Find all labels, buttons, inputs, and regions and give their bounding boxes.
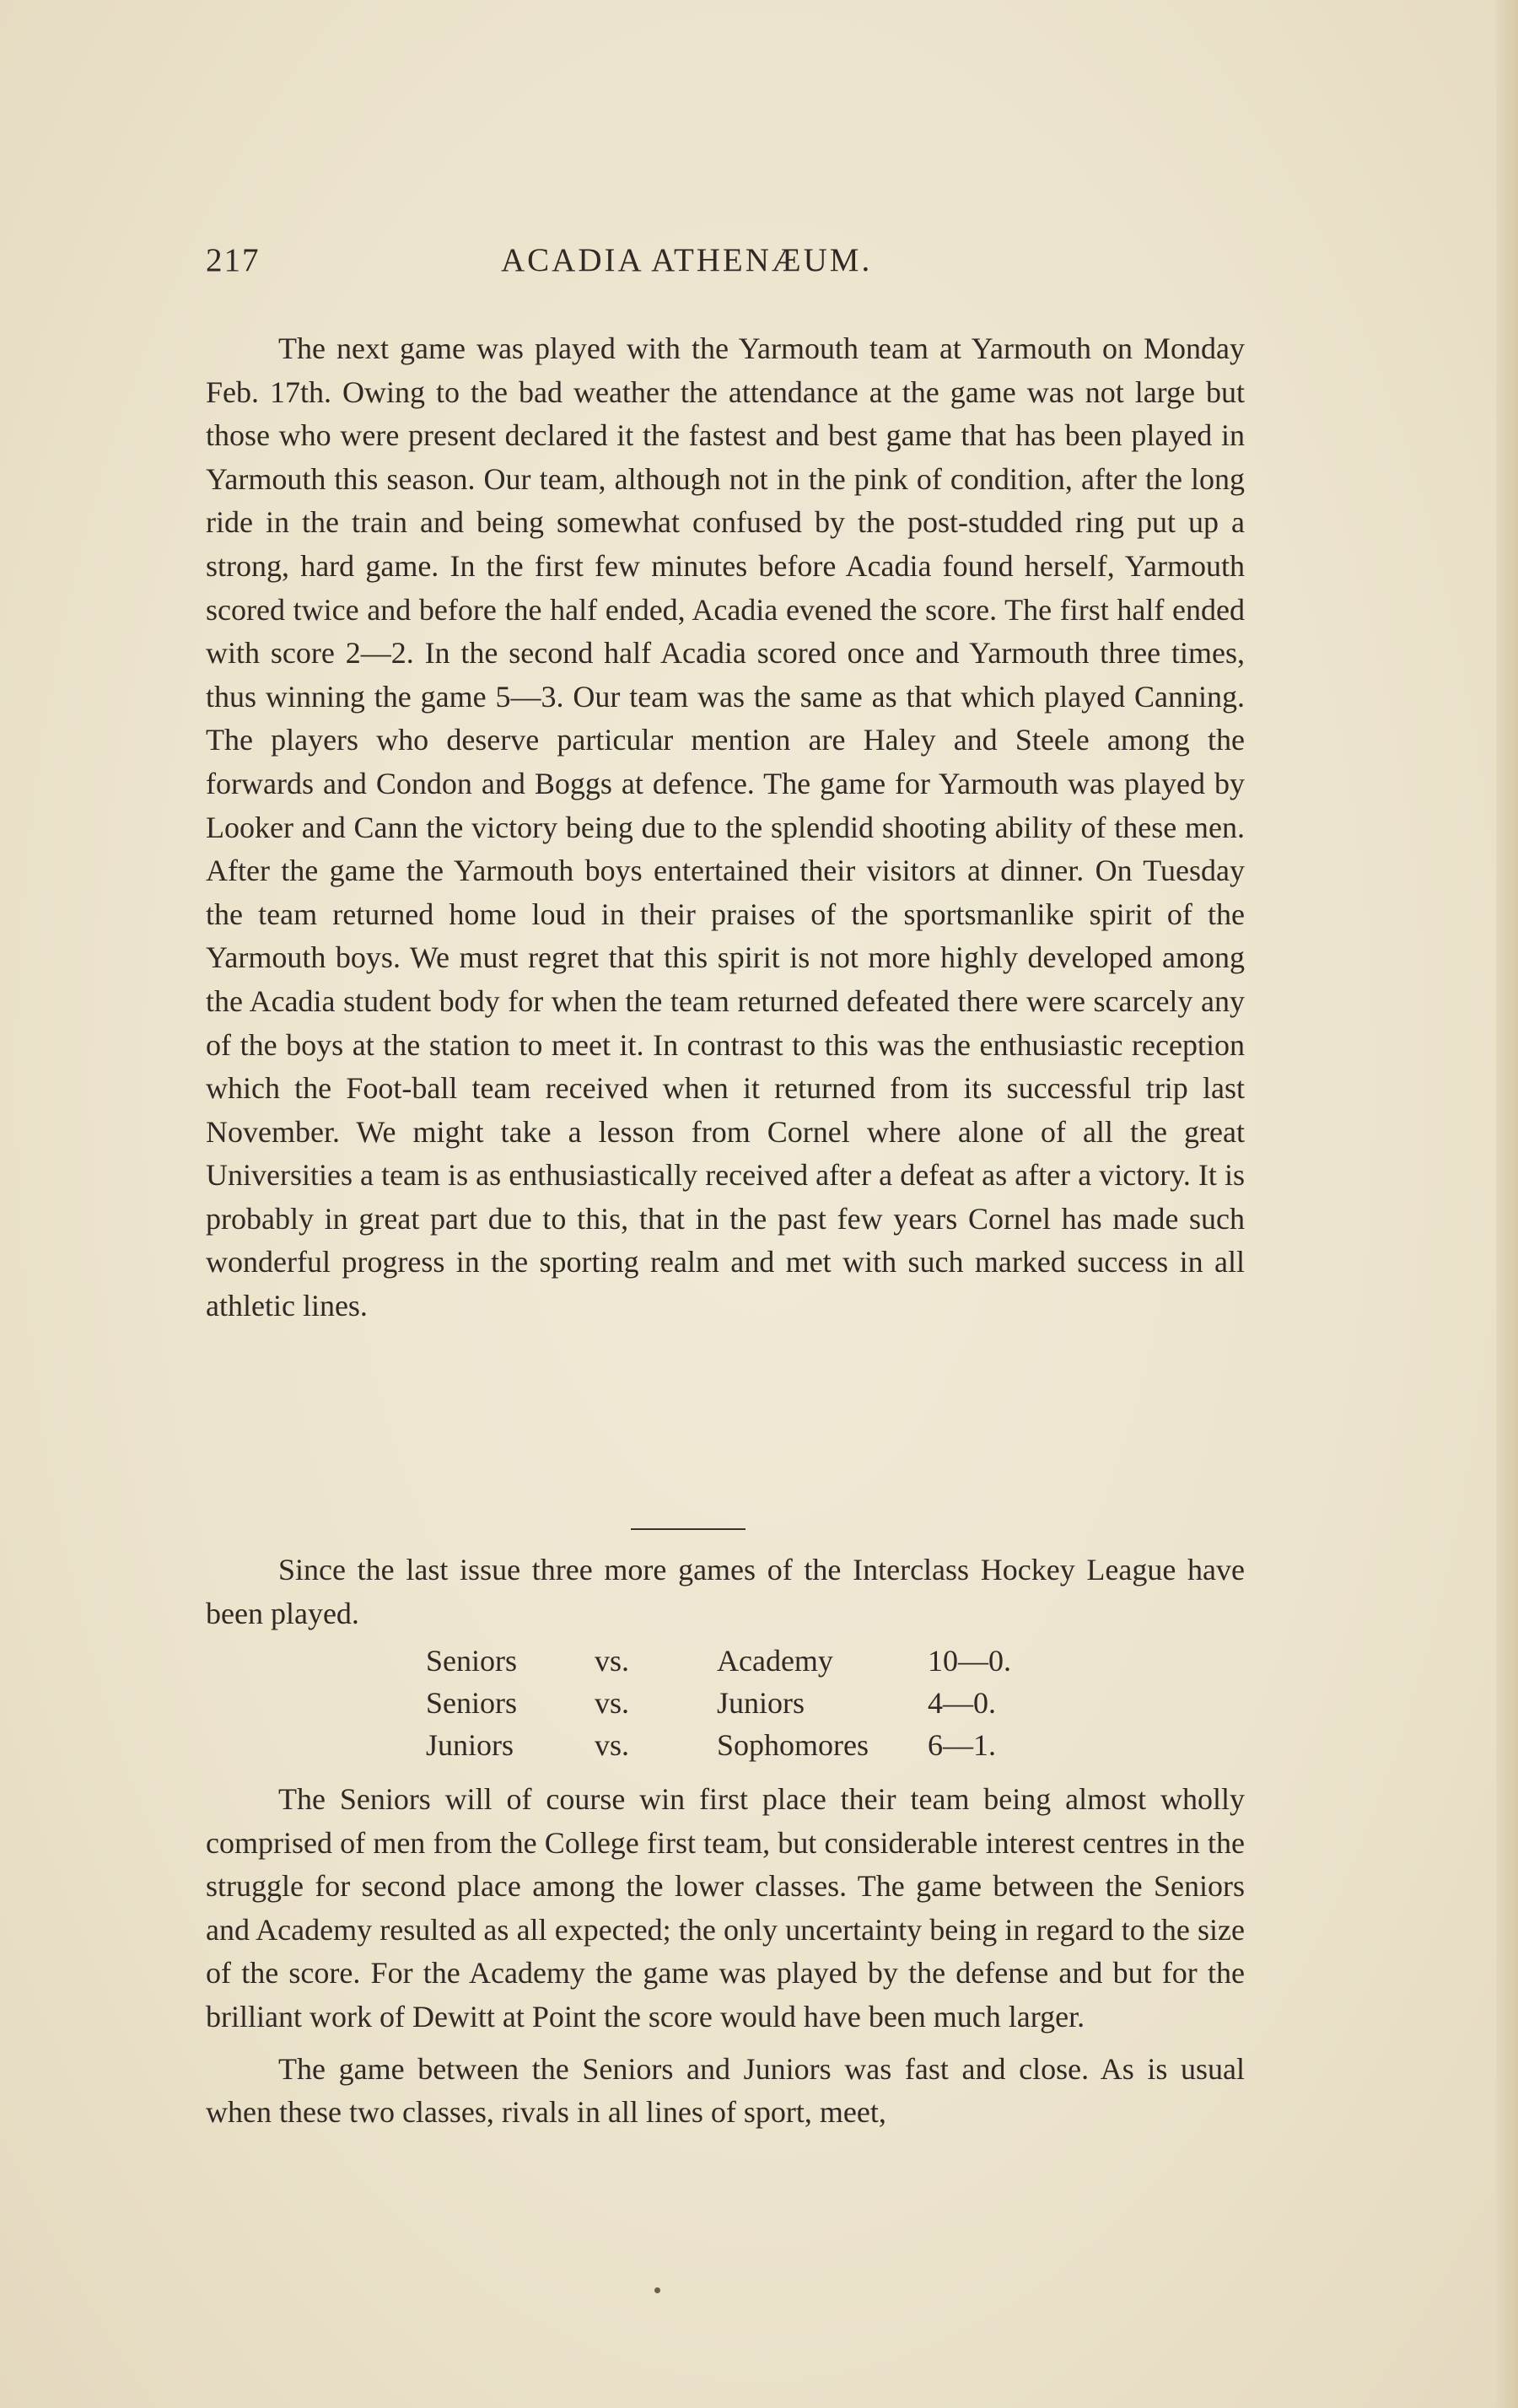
paragraph-seniors-juniors: The game between the Seniors and Juniors was fast and close. As is usual when these two classes, rivals in all lines of sport, meet,	[206, 2051, 1245, 2130]
result-team2: Sophomores	[717, 1728, 869, 1762]
results-table	[426, 1640, 1067, 1766]
paragraph-yarmouth-game: The next game was played with the Yarmouth team at Yarmouth on Monday Feb. 17th. Owing to the bad weather the attendance at the game was not large but those who were present declared it the fastest and best game that has been played in Yarmouth this season. Our team, although not in the pink of condition, after the long ride in the train and being somewhat confused by the post-studded ring put up a strong, hard game. In the first few minutes before Acadia found herself, Yarmouth scored twice and before the half ended, Acadia evened the score. The first half ended with score 2—2. In the second half Acadia scored once and Yarmouth three times, thus winning the game 5—3. Our team was the same as that which played Canning. The players who deserve particular mention are Haley and Steele among the forwards and Condon and Boggs at defence. The game for Yarmouth was played by Looker and Cann the victory being due to the splendid shooting ability of these men. After the game the Yarmouth boys entertained their visitors at dinner. On Tuesday the team returned home loud in their praises of the sportsmanlike spirit of the Yarmouth boys. We must regret that this spirit is not more highly developed among the Acadia student body for when the team returned defeated there were scarcely any of the boys at the station to meet it. In contrast to this was the enthusiastic reception which the Foot-ball team received when it returned from its successful trip last November. We might take a lesson from Cornel where alone of all the great Universities a team is as enthusiastically received after a defeat as after a victory. It is probably in great part due to this, that in the past few years Cornel has made such wonderful progress in the sporting realm and met with such marked success in all athletic lines.	[206, 331, 1245, 1323]
ink-speck	[654, 2287, 660, 2293]
result-score: 6—1.	[928, 1728, 996, 1762]
result-team1: Seniors	[426, 1686, 517, 1720]
page-number: 217	[206, 242, 261, 278]
section-divider	[631, 1528, 746, 1530]
result-vs: vs.	[595, 1686, 630, 1720]
result-team1: Juniors	[426, 1728, 514, 1762]
paragraph-seniors-first-place: The Seniors will of course win first place their team being almost wholly comprised of men from the College first team, but considerable interest centres in the struggle for second place among the lower classes. The game between the Seniors and Academy resulted as all expected; the only uncertainty being in regard to the size of the score. For the Academy the game was played by the defense and but for the brilliant work of Dewitt at Point the score would have been much larger.	[206, 1782, 1245, 2034]
article-body	[206, 327, 1245, 1328]
paragraph-interclass-intro: Since the last issue three more games of the Interclass Hockey League have been played.	[206, 1553, 1245, 1630]
result-team2: Juniors	[717, 1686, 805, 1720]
page-edge	[1496, 0, 1518, 2408]
running-title: ACADIA ATHENÆUM.	[501, 242, 873, 278]
result-vs: vs.	[595, 1728, 630, 1762]
result-team2: Academy	[717, 1644, 833, 1678]
result-row	[426, 1682, 1067, 1724]
page-header	[206, 241, 1243, 288]
result-team1: Seniors	[426, 1644, 517, 1678]
result-score: 4—0.	[928, 1686, 996, 1720]
result-vs: vs.	[595, 1644, 630, 1678]
closing-section	[206, 1778, 1245, 2143]
result-score: 10—0.	[928, 1644, 1011, 1678]
result-row	[426, 1724, 1067, 1766]
interclass-intro	[206, 1549, 1245, 1635]
result-row	[426, 1640, 1067, 1682]
